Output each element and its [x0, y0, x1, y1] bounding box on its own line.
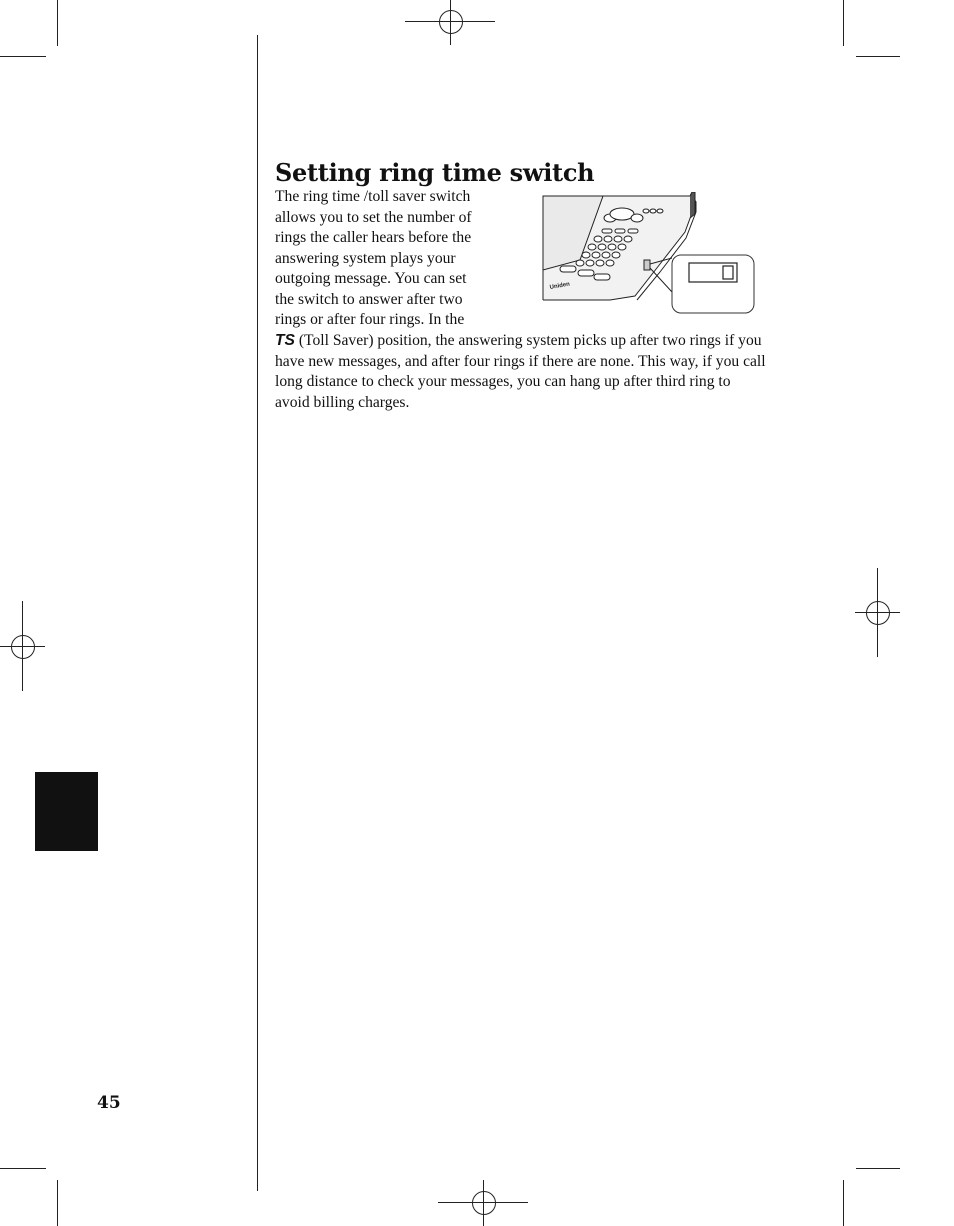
- crop-mark: [843, 1180, 844, 1226]
- ring-time-switch-callout: [689, 263, 737, 282]
- margin-rule: [257, 35, 258, 1191]
- crop-mark: [0, 56, 46, 57]
- text-line: answering system plays your: [275, 249, 456, 267]
- crop-mark: [843, 0, 844, 46]
- crop-mark: [57, 1180, 58, 1226]
- ts-label: TS: [275, 332, 295, 349]
- paragraph-top: [275, 187, 520, 331]
- text-line: allows you to set the number of: [275, 208, 472, 226]
- crop-mark: [57, 0, 58, 46]
- text-line: rings the caller hears before the: [275, 229, 472, 246]
- section-heading: Setting ring time switch: [275, 158, 595, 187]
- text-line: rings or after four rings. In the: [275, 311, 465, 328]
- text-line: outgoing message. You can set: [275, 270, 467, 287]
- section-tab: [35, 772, 98, 851]
- crop-mark: [0, 1168, 46, 1169]
- crop-mark: [856, 1168, 900, 1169]
- text-line: the switch to answer after two: [275, 290, 463, 308]
- text-line: The ring time /toll saver switch: [275, 188, 471, 205]
- paragraph-continuation: [275, 331, 767, 413]
- answering-machine-illustration: [540, 192, 758, 316]
- brand-label: Uniden: [549, 281, 571, 291]
- crop-mark: [856, 56, 900, 57]
- paragraph-continuation-text: (Toll Saver) position, the answering system picks up after two rings if you have new messages, and after four rings if there are none. This way, if you call long distance to check your messages, you can hang up after third ring to avoid billing charges.: [275, 332, 766, 411]
- page-number: 45: [97, 1093, 121, 1113]
